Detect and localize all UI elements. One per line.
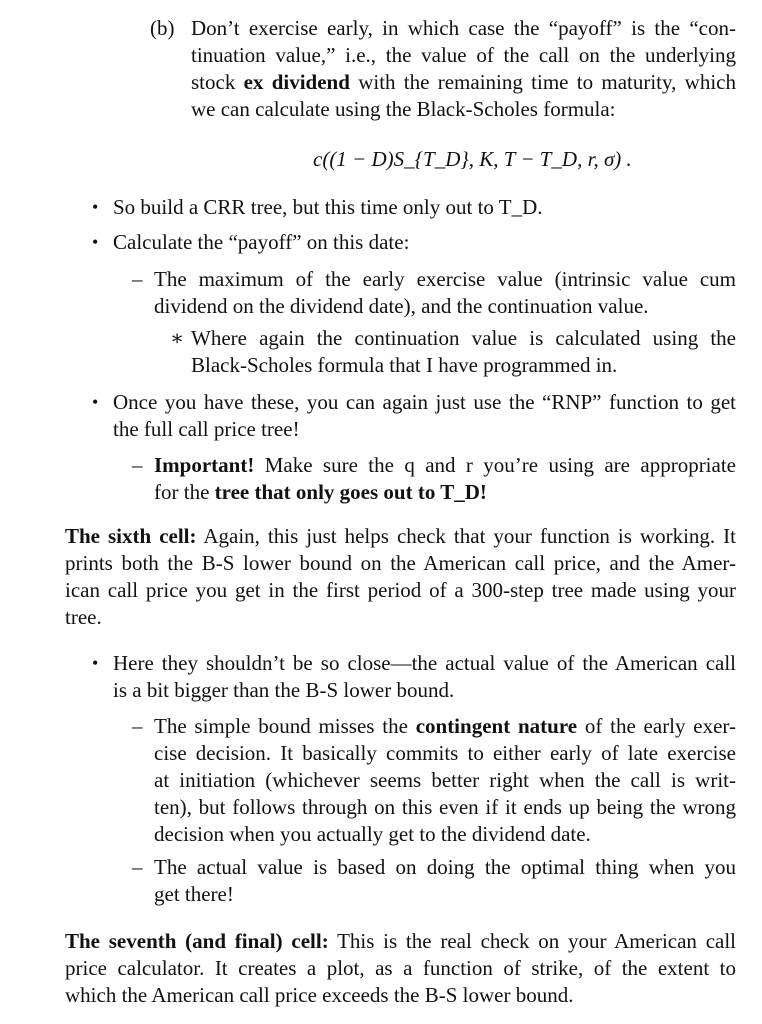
sixth-cell-line-3: ican call price you get in the first period of a 300-step tree made using your: [65, 578, 736, 602]
sub-important-line-1: Important! Make sure the q and r you’re using are appropriate: [154, 453, 736, 477]
bullet-not-close-line-1: Here they shouldn’t be so close—the actual value of the American call: [113, 651, 736, 675]
item-b-line-1: Don’t exercise early, in which case the “payoff” is the “con-: [191, 16, 736, 40]
sub-simple-bound-line-1: The simple bound misses the contingent nature of the early exer-: [154, 714, 736, 738]
sub-simple-bound-line-5: decision when you actually get to the dividend date.: [154, 822, 591, 846]
bullet-icon: •: [92, 653, 99, 673]
tree-out-to-td-bold: tree that only goes out to T_D!: [214, 480, 487, 504]
bullet-not-close-line-2: is a bit bigger than the B-S lower bound.: [113, 678, 455, 702]
bullet-icon: •: [92, 392, 99, 412]
subsub-continuation-line-2: Black-Scholes formula that I have programmed in.: [191, 353, 618, 377]
item-b-line-2: tinuation value,” i.e., the value of the call on the underlying: [191, 43, 736, 67]
item-b-label: (b): [150, 16, 175, 40]
sixth-cell-line-2: prints both the B-S lower bound on the American call price, and the Amer-: [65, 551, 736, 575]
contingent-nature-bold: contingent nature: [415, 714, 578, 738]
black-scholes-formula: c((1 − D)S_{T_D}, K, T − T_D, r, σ) .: [313, 147, 632, 171]
seventh-cell-line-2: price calculator. It creates a plot, as a function of strike, of the extent to: [65, 956, 736, 980]
dash-icon: –: [132, 855, 143, 879]
star-icon: ∗: [170, 326, 185, 350]
bullet-icon: •: [92, 197, 99, 217]
seventh-cell-heading: The seventh (and final) cell:: [65, 929, 329, 953]
sixth-cell-line-1: The sixth cell: Again, this just helps check that your function is working. It: [65, 524, 736, 548]
sub-simple-bound-line-3: at initiation (whichever seems better right when the call is writ-: [154, 768, 736, 792]
bullet-crr-tree: So build a CRR tree, but this time only out to T_D.: [113, 195, 543, 219]
bullet-rnp-line-1: Once you have these, you can again just use the “RNP” function to get: [113, 390, 736, 414]
sub-maximum-line-2: dividend on the dividend date), and the continuation value.: [154, 294, 649, 318]
sub-actual-value-line-2: get there!: [154, 882, 234, 906]
bullet-rnp-line-2: the full call price tree!: [113, 417, 300, 441]
sub-simple-bound-line-2: cise decision. It basically commits to either early of late exercise: [154, 741, 736, 765]
sub-actual-value-line-1: The actual value is based on doing the optimal thing when you: [154, 855, 736, 879]
bullet-icon: •: [92, 232, 99, 252]
dash-icon: –: [132, 267, 143, 291]
seventh-cell-line-3: which the American call price exceeds the B-S lower bound.: [65, 983, 574, 1007]
sub-simple-bound-line-4: ten), but follows through on this even if it ends up being the wrong: [154, 795, 736, 819]
dash-icon: –: [132, 714, 143, 738]
sixth-cell-line-4: tree.: [65, 605, 102, 629]
bullet-calculate-payoff: Calculate the “payoff” on this date:: [113, 230, 410, 254]
ex-dividend-bold: ex dividend: [243, 70, 350, 94]
subsub-continuation-line-1: Where again the continuation value is calculated using the: [191, 326, 736, 350]
item-b-line-4: we can calculate using the Black-Scholes formula:: [191, 97, 616, 121]
important-bold: Important!: [154, 453, 255, 477]
sixth-cell-heading: The sixth cell:: [65, 524, 197, 548]
sub-maximum-line-1: The maximum of the early exercise value (intrinsic value cum: [154, 267, 736, 291]
seventh-cell-line-1: The seventh (and final) cell: This is the real check on your American call: [65, 929, 737, 953]
dash-icon: –: [132, 453, 143, 477]
item-b-line-3: stock ex dividend with the remaining time to maturity, which: [191, 70, 736, 94]
sub-important-line-2: for the tree that only goes out to T_D!: [154, 480, 487, 504]
